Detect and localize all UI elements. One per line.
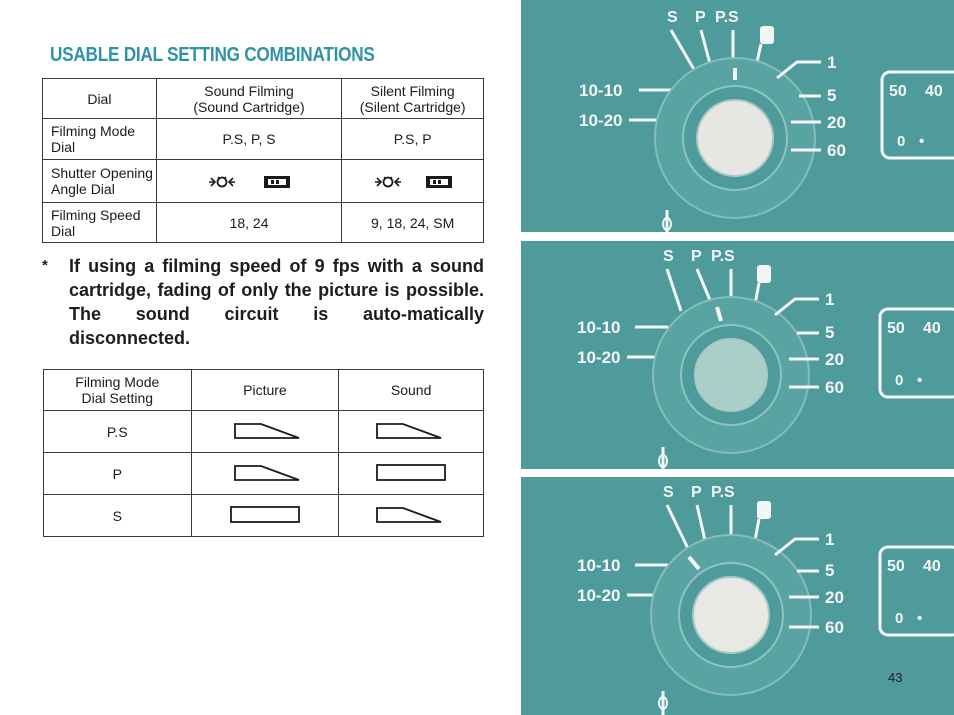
row-label-shutter-angle: Shutter Opening Angle Dial (43, 160, 157, 203)
display-value-0: 0 (895, 610, 904, 627)
cartridge-icon (757, 265, 771, 283)
page-number: 43 (888, 670, 903, 685)
fade-table (43, 369, 484, 537)
display-value-50: 50 (887, 558, 905, 575)
header-dial: Dial (43, 79, 157, 119)
header-sound: Sound (339, 370, 484, 411)
header-mode-setting: Filming Mode Dial Setting (44, 370, 192, 411)
fade-shutter-icon (373, 174, 403, 190)
display-value-50: 50 (887, 320, 905, 337)
speed-label-1: 1 (827, 53, 837, 72)
cell-silent-filming-speed: 9, 18, 24, SM (342, 203, 484, 243)
mode-label-ps: P.S (711, 484, 735, 501)
mode-label-s: S (667, 9, 678, 26)
cell-silent-shutter-icons (342, 160, 484, 203)
header-silent-filming: Silent Filming (Silent Cartridge) (342, 79, 484, 119)
speed-label-20: 20 (825, 350, 844, 369)
display-value-40: 40 (923, 320, 941, 337)
mode-label-p: P (691, 248, 702, 265)
cell-sound-filming-mode: P.S, P, S (156, 119, 342, 160)
picture-constant-icon (191, 495, 339, 537)
mode-label-p: P (695, 9, 706, 26)
speed-label-60: 60 (825, 618, 844, 637)
closed-shutter-icon (425, 174, 453, 190)
speed-label-1: 1 (825, 530, 835, 549)
dial-photos (521, 0, 954, 715)
dial-panel-ps (521, 0, 954, 232)
speed-label-5: 5 (825, 561, 835, 580)
dial-combinations-table (42, 78, 484, 243)
header-sound-filming: Sound Filming (Sound Cartridge) (156, 79, 342, 119)
scale-label-10-20: 10-20 (579, 111, 623, 130)
picture-fade-icon (191, 453, 339, 495)
speed-label-5: 5 (825, 323, 835, 342)
scale-label-10-20: 10-20 (577, 348, 621, 367)
dial-illustration-p (521, 241, 954, 469)
sound-constant-icon (339, 453, 484, 495)
mode-s: S (44, 495, 192, 537)
scale-label-10-10: 10-10 (579, 81, 623, 100)
scale-label-10-10: 10-10 (577, 318, 621, 337)
page-title: USABLE DIAL SETTING COMBINATIONS (50, 44, 375, 66)
display-value-0: 0 (897, 133, 906, 150)
mode-label-s: S (663, 484, 674, 501)
speed-label-1: 1 (825, 290, 835, 309)
display-value-40: 40 (923, 558, 941, 575)
mode-label-ps: P.S (715, 9, 739, 26)
mode-label-s: S (663, 248, 674, 265)
speed-label-20: 20 (827, 113, 846, 132)
mode-p: P (44, 453, 192, 495)
footnote-marker: * (42, 257, 48, 274)
row-label-filming-speed: Filming Speed Dial (43, 203, 157, 243)
row-label-filming-mode: Filming Mode Dial (43, 119, 157, 160)
speed-label-60: 60 (827, 141, 846, 160)
display-dot: • (919, 133, 925, 150)
sound-fade-icon (339, 495, 484, 537)
dial-illustration-ps (521, 0, 954, 232)
cell-silent-filming-mode: P.S, P (342, 119, 484, 160)
footnote (42, 254, 484, 350)
cartridge-icon (760, 26, 774, 44)
scale-label-10-10: 10-10 (577, 556, 621, 575)
cartridge-icon (757, 501, 771, 519)
cell-sound-shutter-icons (156, 160, 342, 203)
cell-sound-filming-speed: 18, 24 (156, 203, 342, 243)
dial-panel-p (521, 241, 954, 469)
speed-label-60: 60 (825, 378, 844, 397)
display-dot: • (917, 372, 923, 389)
mode-label-p: P (691, 484, 702, 501)
sound-fade-icon (339, 411, 484, 453)
picture-fade-icon (191, 411, 339, 453)
mode-ps: P.S (44, 411, 192, 453)
header-picture: Picture (191, 370, 339, 411)
display-value-50: 50 (889, 83, 907, 100)
scale-label-10-20: 10-20 (577, 586, 621, 605)
display-dot: • (917, 610, 923, 627)
display-value-0: 0 (895, 372, 904, 389)
mode-label-ps: P.S (711, 248, 735, 265)
footnote-text: If using a filming speed of 9 fps with a sound cartridge, fading of only the picture is possible. The sound circuit is auto-matically disconnected. (69, 256, 484, 348)
speed-label-5: 5 (827, 86, 837, 105)
fade-shutter-icon (207, 174, 237, 190)
display-value-40: 40 (925, 83, 943, 100)
speed-label-20: 20 (825, 588, 844, 607)
closed-shutter-icon (263, 174, 291, 190)
